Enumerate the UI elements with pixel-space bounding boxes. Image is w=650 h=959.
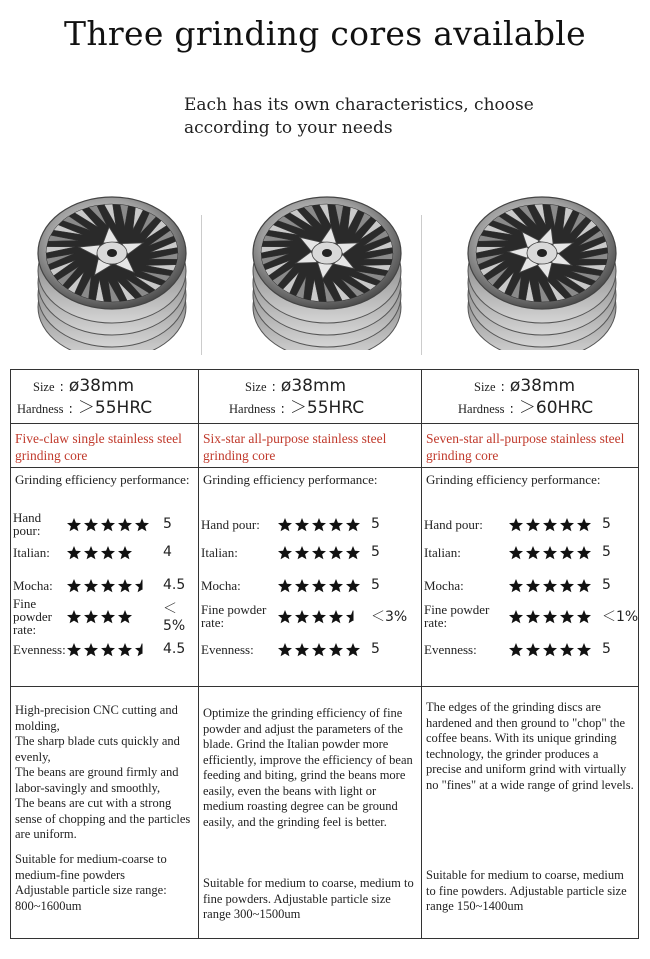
star-icon xyxy=(100,517,116,532)
star-icon xyxy=(66,517,82,532)
rating-value: 4.5 xyxy=(163,641,186,657)
star-icon xyxy=(311,545,327,560)
star-icon xyxy=(508,578,524,593)
rating-row xyxy=(422,573,639,597)
hardness-label: Hardness xyxy=(17,402,64,416)
star-icon xyxy=(542,578,558,593)
rating-row xyxy=(199,637,421,661)
star-icon xyxy=(117,578,133,593)
star-icon xyxy=(576,545,592,560)
star-icon xyxy=(311,642,327,657)
star-rating xyxy=(66,545,134,560)
star-rating xyxy=(66,642,151,657)
suitability-note: Suitable for medium to coarse, medium to fine powders. Adjustable particle size range 300~1500um xyxy=(203,876,414,921)
performance-heading: Grinding efficiency performance: xyxy=(426,472,601,487)
star-icon xyxy=(576,642,592,657)
spec-block: Size : ø38mm Hardness : ＞55HRC xyxy=(229,376,365,418)
star-rating xyxy=(508,517,593,532)
star-rating xyxy=(508,578,593,593)
star-icon xyxy=(117,642,133,657)
rating-value: 4 xyxy=(163,544,172,560)
star-icon xyxy=(117,517,133,532)
star-icon xyxy=(576,517,592,532)
rating-value: 5 xyxy=(602,544,611,560)
star-icon xyxy=(508,642,524,657)
rating-label: Fine powder rate: xyxy=(424,602,490,630)
star-icon xyxy=(277,545,293,560)
star-icon xyxy=(576,578,592,593)
star-icon xyxy=(294,609,310,624)
rating-label: Evenness: xyxy=(424,641,477,657)
rating-value: 4.5 xyxy=(163,577,186,593)
rating-value: 5 xyxy=(371,577,380,593)
seven-star-core-image xyxy=(455,175,630,350)
star-rating xyxy=(508,545,593,560)
core-column xyxy=(11,370,198,938)
rating-row xyxy=(199,573,421,597)
star-icon xyxy=(559,642,575,657)
rating-row xyxy=(422,540,639,564)
star-icon xyxy=(542,642,558,657)
star-icon xyxy=(117,609,133,624)
star-icon xyxy=(117,545,133,560)
spec-block: Size : ø38mm Hardness : ＞55HRC xyxy=(17,376,153,418)
comparison-table xyxy=(10,369,639,939)
star-rating xyxy=(66,609,134,624)
rating-label: Evenness: xyxy=(201,641,254,657)
hardness-label: Hardness xyxy=(229,402,276,416)
rating-label: Hand pour: xyxy=(201,516,260,532)
star-icon xyxy=(508,609,524,624)
rating-row xyxy=(11,540,198,564)
star-icon xyxy=(294,517,310,532)
rating-value: 5 xyxy=(371,544,380,560)
star-icon xyxy=(66,578,82,593)
rating-label: Italian: xyxy=(201,544,238,560)
core-column xyxy=(198,370,421,938)
star-icon xyxy=(100,578,116,593)
rating-value: 5 xyxy=(371,641,380,657)
star-icon xyxy=(100,545,116,560)
rating-label: Mocha: xyxy=(13,577,53,593)
star-icon xyxy=(525,517,541,532)
star-rating xyxy=(508,609,593,624)
size-value: ø38mm xyxy=(68,376,135,396)
star-icon xyxy=(83,642,99,657)
rating-value: 5 xyxy=(163,516,172,532)
half-star-icon xyxy=(134,578,150,593)
star-icon xyxy=(311,517,327,532)
hardness-value: ＞55HRC xyxy=(77,398,153,418)
star-rating xyxy=(508,642,593,657)
star-icon xyxy=(294,578,310,593)
star-icon xyxy=(328,517,344,532)
six-star-core-image xyxy=(240,175,415,350)
page-title: Three grinding cores available xyxy=(64,14,586,53)
star-icon xyxy=(328,545,344,560)
core-name: Five-claw single stainless steel grinding core xyxy=(15,431,182,463)
star-icon xyxy=(345,642,361,657)
size-label: Size xyxy=(33,380,55,394)
rating-row xyxy=(199,540,421,564)
rating-row xyxy=(422,604,639,628)
star-rating xyxy=(277,545,362,560)
size-label: Size xyxy=(245,380,267,394)
rating-label: Hand pour: xyxy=(13,510,42,538)
rating-label: Fine powder rate: xyxy=(201,602,267,630)
star-icon xyxy=(345,545,361,560)
rating-row xyxy=(422,637,639,661)
star-icon xyxy=(66,609,82,624)
star-icon xyxy=(508,517,524,532)
rating-row xyxy=(199,512,421,536)
star-icon xyxy=(328,642,344,657)
rating-label: Italian: xyxy=(424,544,461,560)
size-value: ø38mm xyxy=(280,376,347,396)
grinding-core-images xyxy=(0,175,650,360)
rating-row xyxy=(11,637,198,661)
rating-row xyxy=(199,604,421,628)
hardness-value: ＞60HRC xyxy=(518,398,594,418)
star-rating xyxy=(66,517,151,532)
rating-row xyxy=(422,512,639,536)
rating-value: 5 xyxy=(602,641,611,657)
rating-label: Italian: xyxy=(13,544,50,560)
star-icon xyxy=(66,642,82,657)
star-icon xyxy=(277,642,293,657)
star-icon xyxy=(559,609,575,624)
size-value: ø38mm xyxy=(509,376,576,396)
star-icon xyxy=(576,609,592,624)
half-star-icon xyxy=(345,609,361,624)
star-icon xyxy=(525,578,541,593)
rating-value: ＜5% xyxy=(163,601,186,634)
star-icon xyxy=(311,609,327,624)
rating-value: 5 xyxy=(371,516,380,532)
star-icon xyxy=(508,545,524,560)
rating-row xyxy=(11,512,198,536)
star-icon xyxy=(328,609,344,624)
star-icon xyxy=(277,609,293,624)
star-icon xyxy=(100,609,116,624)
star-icon xyxy=(277,578,293,593)
rating-label: Mocha: xyxy=(201,577,241,593)
star-icon xyxy=(559,517,575,532)
star-icon xyxy=(542,609,558,624)
rating-label: Mocha: xyxy=(424,577,464,593)
star-icon xyxy=(311,578,327,593)
star-icon xyxy=(525,642,541,657)
hardness-value: ＞55HRC xyxy=(289,398,365,418)
page-subtitle: Each has its own characteristics, choose according to your needs xyxy=(184,95,534,138)
image-divider xyxy=(201,215,202,355)
star-icon xyxy=(525,609,541,624)
five-claw-core-image xyxy=(25,175,200,350)
rating-value: 5 xyxy=(602,577,611,593)
star-icon xyxy=(345,578,361,593)
star-icon xyxy=(83,545,99,560)
star-icon xyxy=(83,517,99,532)
core-name: Six-star all-purpose stainless steel grinding core xyxy=(203,431,387,463)
star-rating xyxy=(277,578,362,593)
core-name: Seven-star all-purpose stainless steel grinding core xyxy=(426,431,625,463)
star-icon xyxy=(66,545,82,560)
star-icon xyxy=(345,517,361,532)
spec-block: Size : ø38mm Hardness : ＞60HRC xyxy=(458,376,594,418)
rating-row xyxy=(11,573,198,597)
star-rating xyxy=(66,578,151,593)
core-description: Optimize the grinding efficiency of fine powder and adjust the parameters of the blade. Grind the Italian powder more efficiently, improve the efficiency of bean feeding and biting, grind the beans more easily, even the beans with light or medium roasting degree can be ground easily, and the grinding feel is better. xyxy=(203,706,413,829)
suitability-note: Suitable for medium-coarse to medium-fine powders Adjustable particle size range: 800~1600um xyxy=(15,852,167,913)
core-description: The edges of the grinding discs are hardened and then ground to "chop" the coffee beans. With its unique grinding technology, the grinder produces a precise and uniform grind with virtually no "fines" at a wide range of grind levels. xyxy=(426,700,634,792)
star-icon xyxy=(294,545,310,560)
image-divider xyxy=(421,215,422,355)
rating-value: 5 xyxy=(602,516,611,532)
suitability-note: Suitable for medium to coarse, medium to fine powders. Adjustable particle size range 150~1400um xyxy=(426,868,627,913)
star-icon xyxy=(83,578,99,593)
star-icon xyxy=(559,578,575,593)
rating-label: Fine powder rate: xyxy=(13,595,52,637)
star-icon xyxy=(559,545,575,560)
star-icon xyxy=(100,642,116,657)
core-column xyxy=(421,370,639,938)
star-icon xyxy=(525,545,541,560)
rating-value: ＜3% xyxy=(371,609,408,625)
performance-heading: Grinding efficiency performance: xyxy=(203,472,378,487)
hardness-label: Hardness xyxy=(458,402,505,416)
star-icon xyxy=(542,545,558,560)
star-rating xyxy=(277,517,362,532)
performance-heading: Grinding efficiency performance: xyxy=(15,472,190,487)
half-star-icon xyxy=(134,642,150,657)
rating-label: Evenness: xyxy=(13,641,66,657)
core-description: High-precision CNC cutting and molding, The sharp blade cuts quickly and evenly, The beans are ground firmly and labor-savingly and smoothly, The beans are cut with a strong sense of chopping and the particles are uniform. xyxy=(15,703,191,841)
star-icon xyxy=(83,609,99,624)
size-label: Size xyxy=(474,380,496,394)
star-icon xyxy=(294,642,310,657)
rating-label: Hand pour: xyxy=(424,516,483,532)
star-icon xyxy=(542,517,558,532)
rating-value: ＜1% xyxy=(602,609,639,625)
star-rating xyxy=(277,609,362,624)
star-rating xyxy=(277,642,362,657)
rating-row xyxy=(11,595,198,637)
star-icon xyxy=(328,578,344,593)
star-icon xyxy=(277,517,293,532)
star-icon xyxy=(134,517,150,532)
